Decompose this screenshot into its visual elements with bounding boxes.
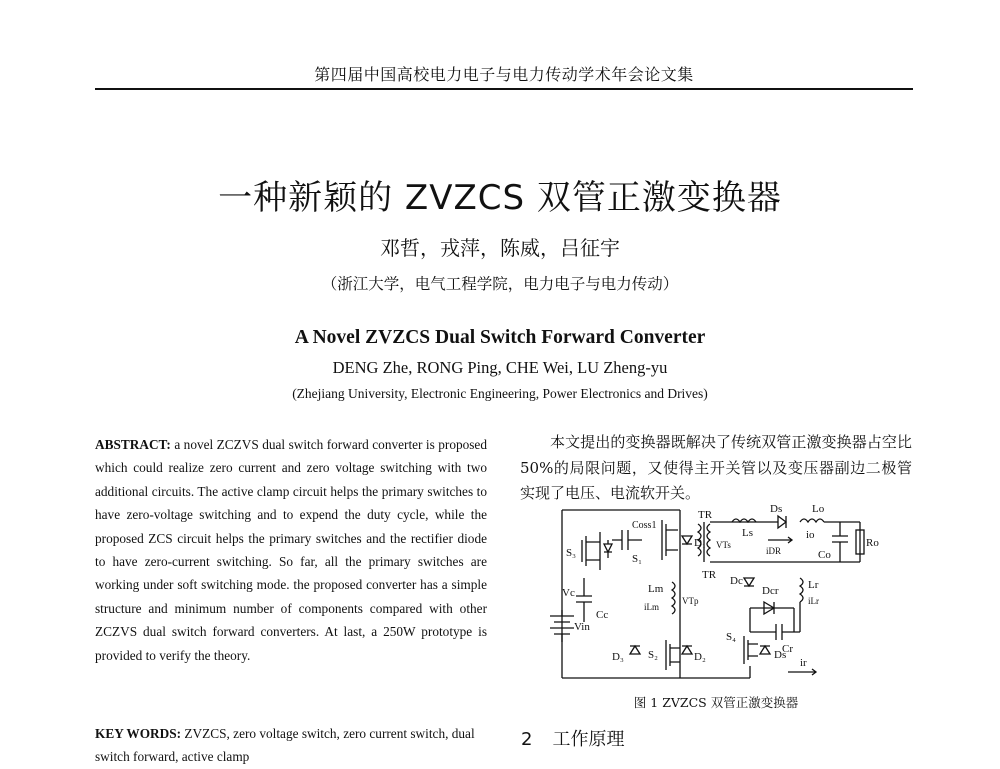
section-heading (521, 725, 624, 751)
label-lo: Lo (812, 503, 825, 515)
label-idr: iDR (766, 546, 782, 556)
keywords (95, 722, 495, 769)
label-s3: S₃ (566, 547, 576, 559)
section-title: 工作原理 (552, 729, 625, 750)
switch-s1 (662, 520, 678, 560)
english-title: A Novel ZVZCS Dual Switch Forward Converter (294, 327, 706, 348)
label-ds: Ds (770, 503, 783, 515)
diode-dcr (750, 602, 794, 614)
label-d1: D₁ (694, 537, 706, 549)
label-dcr: Dcr (762, 585, 779, 597)
english-affiliation: (Zhejiang University, Electronic Engineering, Power Electronics and Drives) (292, 386, 708, 401)
label-co: Co (818, 549, 831, 561)
wire (750, 602, 800, 678)
switch-s2 (666, 640, 680, 670)
label-ro: Ro (866, 537, 879, 549)
chinese-title: 一种新颖的 ZVZCS 双管正激变换器 (218, 178, 782, 218)
diode-dc (744, 578, 754, 586)
label-cc: Cc (596, 609, 609, 621)
inductor-lr (800, 578, 803, 602)
capacitor-co (832, 522, 848, 562)
abstract-text: a novel ZCZVS dual switch forward converter is proposed which could realize zero current and zero voltage switching with two additional circuits. The active clamp circuit helps the primary switches to have zero-voltage switching and to expend the duty cycle, while the proposed ZCS circuit helps the primary switches and the rectifier diode to have zero-current switching. So far, all the primary switches are working under soft switching mode. the proposed converter has a simple structure and minimum number of components compared with other ZCZVS dual switch forward converters. At last, a 250W prototype is provided to verify the theory. (95, 437, 487, 663)
inductor-lo (800, 519, 860, 522)
capacitor-coss1 (612, 530, 642, 550)
diode-s3 (604, 540, 612, 558)
running-header: 第四届中国高校电力电子与电力传动学术年会论文集 (314, 65, 694, 84)
label-d3: D₃ (612, 651, 624, 663)
label-lr: Lr (808, 579, 819, 591)
transformer-coil (698, 522, 710, 562)
label-tr-lower: TR (702, 569, 717, 581)
label-vc: Vc (562, 587, 575, 599)
diode-ds (778, 516, 786, 528)
chinese-paragraph: 本文提出的变换器既解决了传统双管正激变换器占空比 50%的局限问题，又使得主开关管以及变压器副边二极管实现了电压、电流软开关。 (520, 433, 912, 502)
arrow-idr (768, 537, 792, 543)
figure-caption: 图 1 ZVZCS 双管正激变换器 (633, 695, 799, 710)
label-ilm: iLm (644, 602, 659, 612)
arrow-ir (788, 669, 816, 675)
switch-s3 (582, 532, 600, 570)
label-ds4: Ds (774, 649, 787, 661)
inductor-lm (672, 582, 675, 614)
label-ir: ir (800, 657, 807, 669)
diode-ds4 (760, 646, 770, 654)
english-authors: DENG Zhe, RONG Ping, CHE Wei, LU Zheng-yu (332, 358, 668, 377)
label-s2: S₂ (648, 649, 658, 661)
chinese-authors: 邓哲，戎萍，陈威，吕征宇 (380, 236, 620, 260)
diode-d2 (682, 646, 692, 654)
label-io: io (806, 529, 815, 541)
diode-d1 (682, 536, 692, 544)
header-rule (95, 88, 913, 90)
diode-d3 (630, 646, 640, 654)
keywords-label: KEY WORDS: (95, 726, 182, 741)
abstract-label: ABSTRACT: (95, 437, 171, 452)
circuit-diagram (520, 500, 912, 690)
label-tr-top: TR (698, 509, 713, 521)
label-s1: S₁ (632, 553, 642, 565)
label-dc: Dc (730, 575, 743, 587)
label-ilr: iLr (808, 596, 819, 606)
chinese-affiliation: （浙江大学，电气工程学院，电力电子与电力传动） (321, 275, 679, 293)
label-ls: Ls (742, 527, 753, 539)
section-number: 2 (521, 729, 533, 750)
abstract (95, 433, 487, 667)
label-vtp: VTp (682, 596, 699, 606)
capacitor-vc (576, 578, 592, 622)
label-d2: D₂ (694, 651, 706, 663)
keywords-text: ZVZCS, zero voltage switch, zero current switch, dual switch forward, active clamp (95, 726, 475, 765)
label-coss1: Coss1 (632, 520, 657, 531)
label-lm: Lm (648, 583, 664, 595)
label-vin: Vin (574, 621, 590, 633)
capacitor-cr (750, 624, 800, 640)
label-cr: Cr (782, 643, 793, 655)
label-vts: VTs (716, 540, 731, 550)
label-s4: S₄ (726, 631, 736, 643)
switch-s4 (744, 636, 758, 664)
